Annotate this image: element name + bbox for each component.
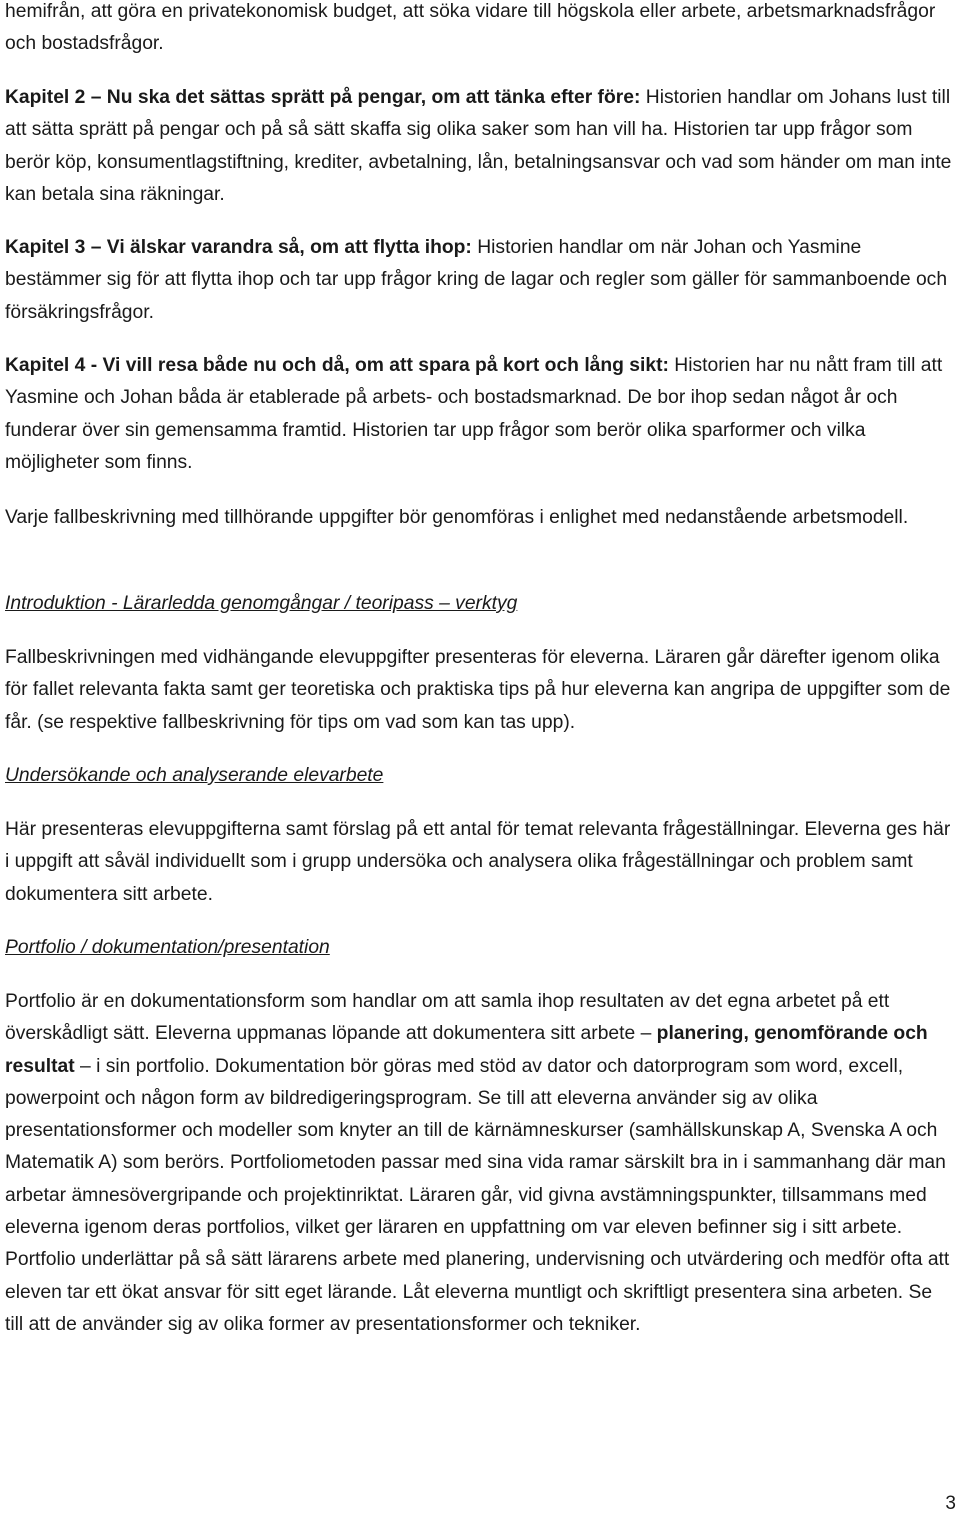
chapter-4-text: Historien har nu nått fram till att Yasmine och Johan båda är etablerade på arbets- och bostadsmarknad. De bor ihop sedan något år och funderar över sin gemensamma framtid. Historien tar upp frågor som berör olika sparformer och vilka möjligheter som finns. bbox=[5, 355, 943, 473]
portfolio-text-part-2: – i sin portfolio. Dokumentation bör göras med stöd av dator och datorprogram som word, excell, powerpoint och någon form av bildredigeringsprogram. Se till att eleverna använder sig av olika presentationsformer och modeller som knyter an till de kärnämneskurser (samhällskunskap A, Svenska A och Matematik A) som berörs. Portfoliometoden passar med sina vida ramar särskilt bra in i sammanhang där man arbetar ämnesövergripande och projektinriktat. Läraren går, vid givna avstämningspunkter, tillsammans med eleverna igenom deras portfolios, vilket ger läraren en uppfattning om var eleven befinner sig i sitt arbete. Portfolio underlättar på så sätt lärarens arbete med planering, undervisning och utvärdering och medför ofta att eleven tar ett ökat ansvar för sitt eget lärande. Låt eleverna muntligt och skriftligt presentera sina arbeten. Se till att de använder sig av olika former av presentationsformer och tekniker. bbox=[5, 1055, 950, 1335]
section-body-introduction: Fallbeskrivningen med vidhängande elevuppgifter presenteras för eleverna. Läraren går därefter igenom olika för fallet relevanta fakta samt ger teoretiska och praktiska tips på hur eleverna kan angripa de uppgifter som de får. (se respektive fallbeskrivning för tips om vad som kan tas upp). bbox=[5, 647, 951, 733]
portfolio-text-bold: planering, genomförande och resultat bbox=[5, 1023, 928, 1077]
page-number: 3 bbox=[945, 1493, 956, 1514]
chapter-3-text: Historien handlar om när Johan och Yasmine bestämmer sig för att flytta ihop och tar upp frågor kring de lagar och regler som gäller för sammanboende och försäkringsfrågor. bbox=[5, 237, 948, 323]
section-heading-introduction: Introduktion - Lärarledda genomgångar / teoripass – verktyg bbox=[5, 593, 518, 614]
chapter-3-paragraph bbox=[5, 232, 955, 329]
chapter-2-text: Historien handlar om Johans lust till att sätta sprätt på pengar och på så sätt skaffa sig olika saker som han vill ha. Historien tar upp frågor som berör köp, konsumentlagstiftning, krediter, avbetalning, lån, betalningsansvar och vad som händer om man inte kan betala sina räkningar. bbox=[5, 87, 952, 205]
chapter-4-paragraph bbox=[5, 350, 955, 479]
intro-continuation: hemifrån, att göra en privatekonomisk budget, att söka vidare till högskola eller arbete, arbetsmarknadsfrågor och bostadsfrågor. bbox=[5, 1, 936, 55]
section-body-investigative-work: Här presenteras elevuppgifterna samt förslag på ett antal för temat relevanta frågeställningar. Eleverna ges här i uppgift att såväl individuellt som i grupp undersöka och analysera olika frågeställningar och problem samt dokumentera sitt arbete. bbox=[5, 819, 951, 905]
portfolio-text-part-1: Portfolio är en dokumentationsform som handlar om att samla ihop resultaten av det egna arbetet på ett överskådligt sätt. Eleverna uppmanas löpande att dokumentera sitt arbete – bbox=[5, 991, 890, 1045]
chapter-2-title: Kapitel 2 – Nu ska det sättas sprätt på pengar, om att tänka efter före: bbox=[5, 87, 641, 108]
chapter-2-paragraph bbox=[5, 82, 955, 211]
chapter-3-title: Kapitel 3 – Vi älskar varandra så, om att flytta ihop: bbox=[5, 237, 472, 258]
section-heading-portfolio: Portfolio / dokumentation/presentation bbox=[5, 937, 330, 958]
chapter-4-title: Kapitel 4 - Vi vill resa både nu och då, om att spara på kort och lång sikt: bbox=[5, 355, 669, 376]
workmodel-intro: Varje fallbeskrivning med tillhörande uppgifter bör genomföras i enlighet med nedanstående arbetsmodell. bbox=[5, 507, 909, 528]
section-body-portfolio bbox=[5, 986, 955, 1341]
section-heading-investigative-work: Undersökande och analyserande elevarbete bbox=[5, 765, 384, 786]
